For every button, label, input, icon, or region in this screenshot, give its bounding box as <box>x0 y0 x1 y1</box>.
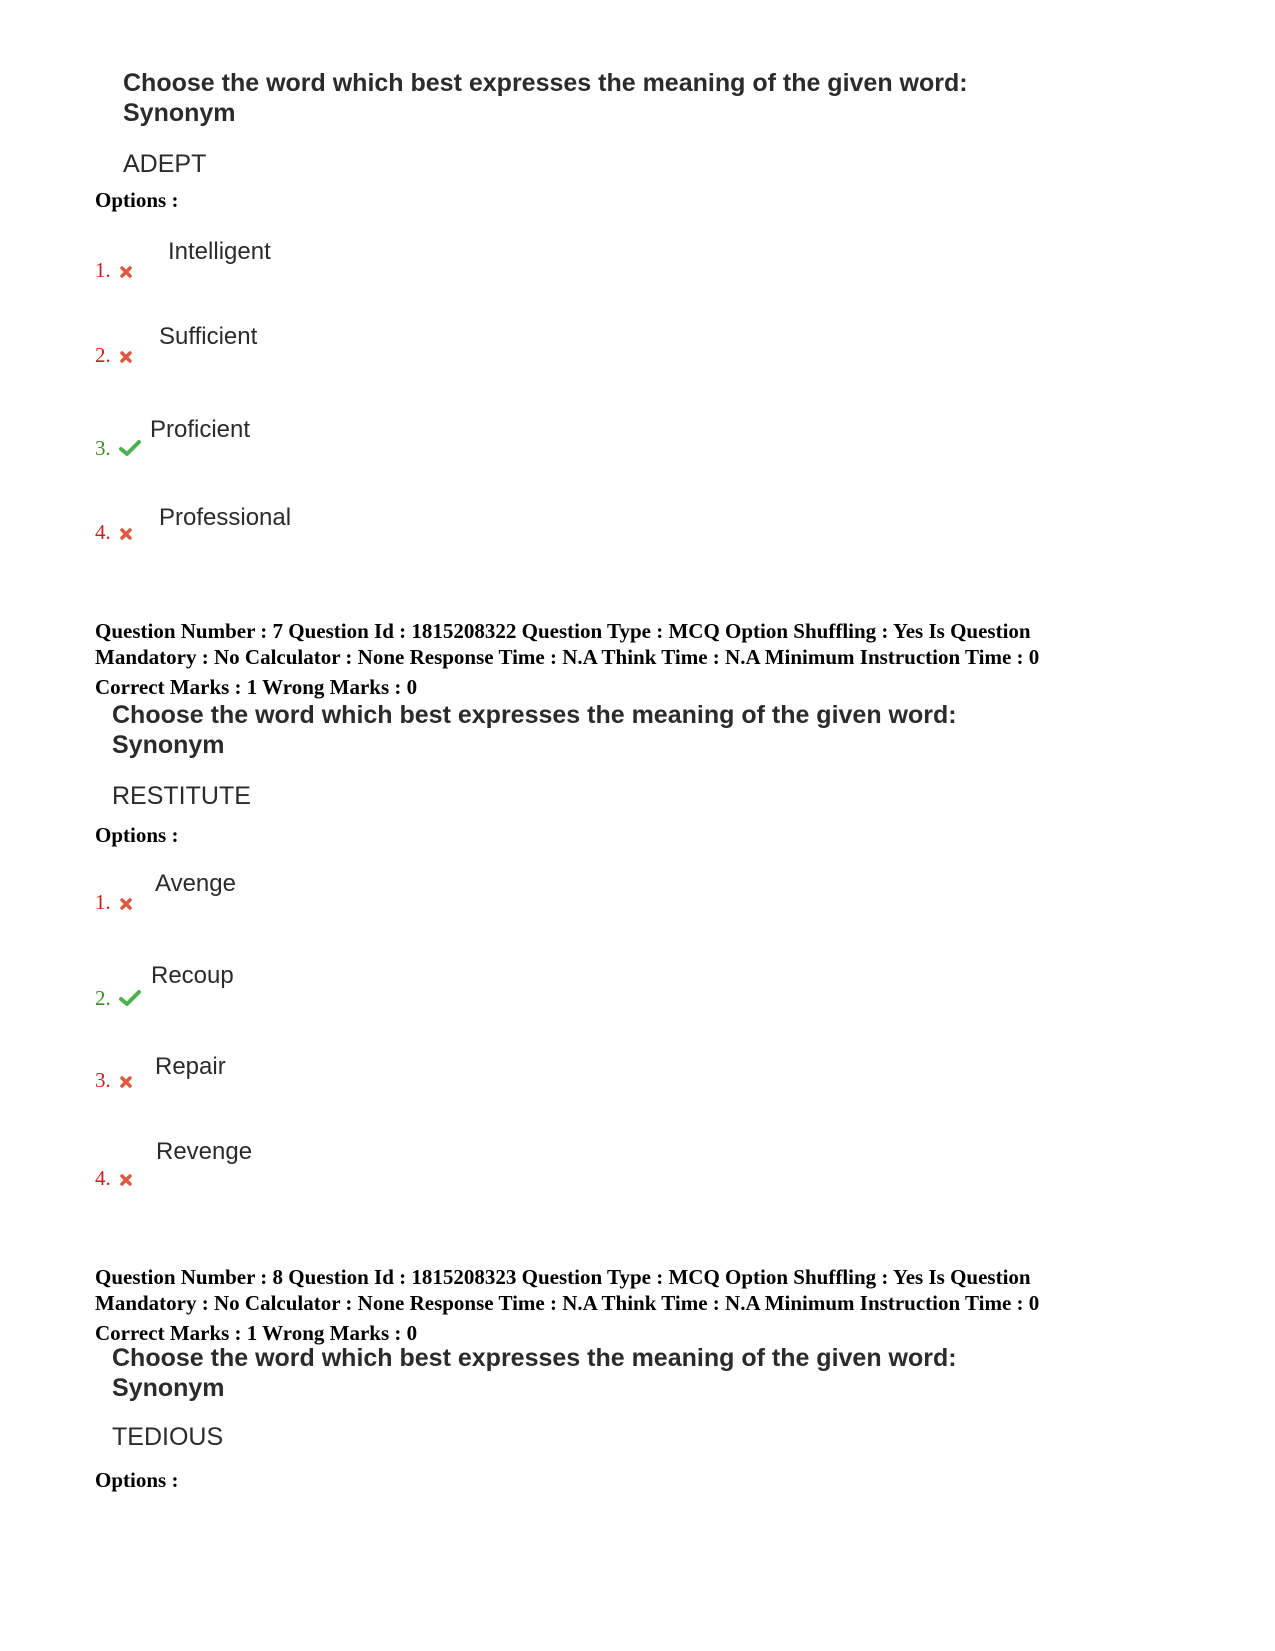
cross-icon <box>119 350 133 369</box>
check-icon <box>119 439 141 462</box>
option-number: 1. <box>95 258 111 282</box>
option-number-row <box>95 1068 133 1094</box>
option-text: Repair <box>155 1053 226 1080</box>
meta-line: Mandatory : No Calculator : None Response Time : N.A Think Time : N.A Minimum Instruction Time : 0 <box>95 1291 1040 1315</box>
cross-icon <box>119 265 133 284</box>
question-meta <box>95 1264 1205 1346</box>
given-word: RESTITUTE <box>112 782 251 810</box>
cross-icon <box>119 527 133 546</box>
option-text: Recoup <box>151 962 234 989</box>
prompt-line: Choose the word which best expresses the meaning of the given word: <box>112 701 957 729</box>
given-word: TEDIOUS <box>112 1423 224 1451</box>
prompt-line: Choose the word which best expresses the meaning of the given word: <box>123 69 968 97</box>
meta-line: Question Number : 8 Question Id : 1815208323 Question Type : MCQ Option Shuffling : Yes Is Question <box>95 1265 1031 1289</box>
cross-icon <box>119 1075 133 1094</box>
prompt-type: Synonym <box>112 731 225 759</box>
option-text: Professional <box>159 504 292 531</box>
given-word: ADEPT <box>123 150 207 178</box>
question-prompt <box>112 1343 957 1403</box>
question-prompt <box>112 700 957 760</box>
prompt-type: Synonym <box>112 1374 225 1402</box>
question-meta <box>95 618 1205 700</box>
meta-line: Mandatory : No Calculator : None Response Time : N.A Think Time : N.A Minimum Instruction Time : 0 <box>95 645 1040 669</box>
option-number-row <box>95 1166 133 1192</box>
question-prompt <box>123 68 968 128</box>
option-text: Avenge <box>155 870 236 897</box>
prompt-type: Synonym <box>123 99 236 127</box>
check-icon <box>119 989 141 1012</box>
option-number-row <box>95 520 133 546</box>
option-number: 4. <box>95 1166 111 1190</box>
meta-line: Question Number : 7 Question Id : 1815208322 Question Type : MCQ Option Shuffling : Yes Is Question <box>95 619 1031 643</box>
option-number: 1. <box>95 890 111 914</box>
options-label: Options : <box>95 188 179 212</box>
cross-icon <box>119 1173 133 1192</box>
option-text: Sufficient <box>159 323 258 350</box>
prompt-line: Choose the word which best expresses the meaning of the given word: <box>112 1344 957 1372</box>
meta-line: Correct Marks : 1 Wrong Marks : 0 <box>95 1321 418 1345</box>
option-number-row <box>95 343 133 369</box>
option-number: 3. <box>95 1068 111 1092</box>
option-number-row <box>95 436 141 462</box>
option-text: Proficient <box>150 416 251 443</box>
option-text: Intelligent <box>168 238 271 265</box>
options-label: Options : <box>95 1468 179 1492</box>
option-number: 2. <box>95 986 111 1010</box>
cross-icon <box>119 897 133 916</box>
option-number: 3. <box>95 436 111 460</box>
option-number: 4. <box>95 520 111 544</box>
option-number-row <box>95 890 133 916</box>
option-text: Revenge <box>156 1138 253 1165</box>
option-number: 2. <box>95 343 111 367</box>
options-label: Options : <box>95 823 179 847</box>
option-number-row <box>95 986 141 1012</box>
option-number-row <box>95 258 133 284</box>
meta-line: Correct Marks : 1 Wrong Marks : 0 <box>95 675 418 699</box>
